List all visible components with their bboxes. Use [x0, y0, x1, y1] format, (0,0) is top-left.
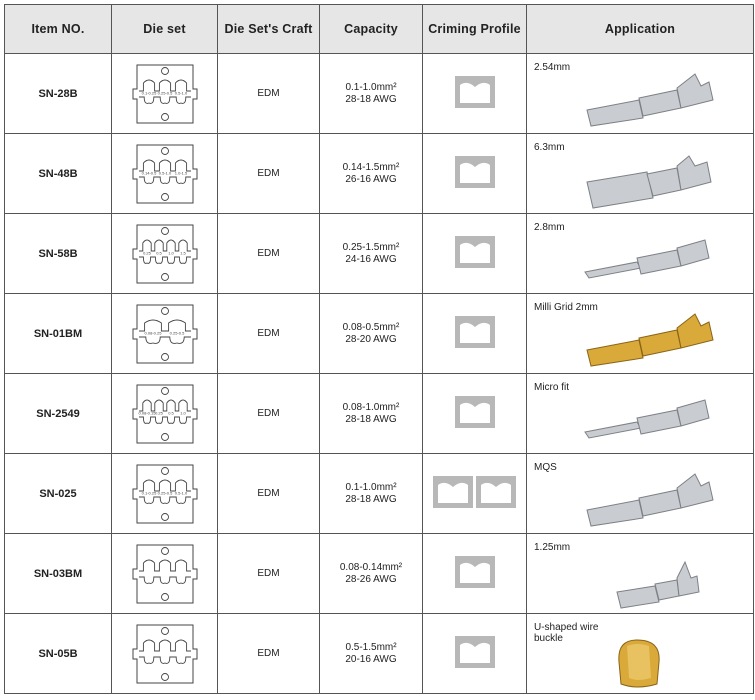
table-row: [5, 534, 754, 614]
table-row: [5, 134, 754, 214]
capacity-awg: 24-16 AWG: [345, 253, 397, 265]
female-pin-terminal-icon: [577, 72, 727, 132]
die-label: 0.25-0.5: [157, 490, 172, 495]
capacity-cell: [320, 454, 423, 534]
craft-cell: EDM: [218, 294, 320, 374]
crimp-profile-icon: [455, 316, 495, 348]
application-label: Milli Grid 2mm: [534, 302, 598, 313]
application-cell: [527, 534, 754, 614]
capacity-mm: 0.08-1.0mm²: [342, 401, 400, 413]
application-cell: [527, 294, 754, 374]
die-label: 0.08-0.15: [138, 410, 155, 415]
die-set-cell: [112, 614, 218, 694]
craft-cell: EDM: [218, 614, 320, 694]
table-row: [5, 454, 754, 534]
crimp-profile-icon: [455, 156, 495, 188]
die-set-drawing: [131, 221, 199, 287]
header-capacity: Capacity: [320, 5, 423, 54]
die-set-cell: [112, 534, 218, 614]
item-number: SN-01BM: [5, 294, 112, 374]
terminal-image: [577, 632, 697, 695]
crimp-profile-cell: [423, 374, 527, 454]
die-label: 0.25-0.5: [157, 90, 172, 95]
header-row: [5, 5, 754, 54]
craft-cell: EDM: [218, 534, 320, 614]
item-number: SN-58B: [5, 214, 112, 294]
capacity-mm: 0.08-0.14mm²: [339, 561, 403, 573]
die-set-cell: [112, 294, 218, 374]
capacity-mm: 0.5-1.5mm²: [345, 641, 397, 653]
application-cell: [527, 454, 754, 534]
die-label: 0.1-0.25: [141, 90, 156, 95]
capacity-cell: [320, 614, 423, 694]
crimp-profile-icon: [455, 556, 495, 588]
item-number: SN-48B: [5, 134, 112, 214]
item-number: SN-2549: [5, 374, 112, 454]
capacity-awg: 28-18 AWG: [345, 93, 397, 105]
table-row: [5, 374, 754, 454]
crimp-profile-cell: [423, 214, 527, 294]
capacity-cell: [320, 134, 423, 214]
die-set-drawing: [131, 301, 199, 367]
die-set-table: [4, 4, 754, 694]
die-label: 1.0: [167, 250, 174, 255]
application-cell: [527, 374, 754, 454]
application-label: 2.8mm: [534, 222, 565, 233]
header-die-set: Die set: [112, 5, 218, 54]
die-set-cell: [112, 54, 218, 134]
die-label: 1.5: [179, 250, 186, 255]
capacity-mm: 0.25-1.5mm²: [342, 241, 400, 253]
die-set-cell: [112, 454, 218, 534]
crimp-profile-cell: [423, 54, 527, 134]
item-number: SN-05B: [5, 614, 112, 694]
small-female-terminal-icon: [577, 552, 727, 612]
capacity-mm: 0.1-1.0mm²: [345, 481, 397, 493]
crimp-profile-icon: [455, 396, 495, 428]
header-craft: Die Set's Craft: [218, 5, 320, 54]
die-set-cell: [112, 374, 218, 454]
header-crimping-profile: Criming Profile: [423, 5, 527, 54]
die-set-drawing: [131, 381, 199, 447]
capacity-cell: [320, 294, 423, 374]
application-label: Micro fit: [534, 382, 569, 393]
capacity-cell: [320, 534, 423, 614]
capacity-cell: [320, 54, 423, 134]
crimp-profile-cell: [423, 454, 527, 534]
capacity-mm: 0.14-1.5mm²: [342, 161, 400, 173]
item-number: SN-025: [5, 454, 112, 534]
die-label: 0.5-1.0: [174, 490, 187, 495]
u-buckle-terminal-icon: [577, 632, 697, 692]
application-label: MQS: [534, 462, 557, 473]
crimp-profile-icon: [476, 476, 516, 508]
terminal-image: [577, 552, 727, 615]
application-cell: [527, 214, 754, 294]
capacity-awg: 20-16 AWG: [345, 653, 397, 665]
die-label: 0.25: [154, 410, 163, 415]
table-row: [5, 294, 754, 374]
application-label: 6.3mm: [534, 142, 565, 153]
die-label: 0.1-0.25: [141, 490, 156, 495]
application-label: 1.25mm: [534, 542, 571, 553]
terminal-image: [577, 312, 727, 375]
table-row: [5, 214, 754, 294]
capacity-cell: [320, 214, 423, 294]
die-label: 0.5: [155, 250, 162, 255]
crimp-profile-cell: [423, 134, 527, 214]
female-pin-terminal-icon: [577, 472, 727, 532]
capacity-awg: 28-18 AWG: [345, 493, 397, 505]
application-label: 2.54mm: [534, 62, 571, 73]
craft-cell: EDM: [218, 374, 320, 454]
item-number: SN-28B: [5, 54, 112, 134]
craft-cell: EDM: [218, 454, 320, 534]
male-pin-terminal-icon: [577, 392, 727, 452]
die-label: 1.0-1.5: [174, 170, 187, 175]
crimp-profile-cell: [423, 614, 527, 694]
craft-cell: EDM: [218, 54, 320, 134]
craft-cell: EDM: [218, 134, 320, 214]
die-set-cell: [112, 214, 218, 294]
crimp-profile-icon: [455, 76, 495, 108]
crimp-profile-cell: [423, 294, 527, 374]
table-row: [5, 54, 754, 134]
die-label: 1.0: [179, 410, 186, 415]
crimp-profile-icon: [455, 636, 495, 668]
capacity-awg: 28-18 AWG: [345, 413, 397, 425]
capacity-mm: 0.1-1.0mm²: [345, 81, 397, 93]
die-label: 0.25: [142, 250, 151, 255]
terminal-image: [577, 72, 727, 135]
craft-cell: EDM: [218, 214, 320, 294]
die-label: 0.14-0.5: [141, 170, 156, 175]
capacity-awg: 28-20 AWG: [345, 333, 397, 345]
application-cell: [527, 54, 754, 134]
spade-terminal-icon: [577, 152, 727, 212]
capacity-awg: 26-16 AWG: [345, 173, 397, 185]
die-label: 0.5-1.0: [174, 90, 187, 95]
terminal-image: [577, 232, 727, 295]
female-pin-terminal-icon: [577, 312, 727, 372]
application-cell: [527, 614, 754, 694]
die-set-drawing: [131, 141, 199, 207]
die-label: 0.5-1.0: [158, 170, 171, 175]
application-cell: [527, 134, 754, 214]
application-label: U-shaped wire buckle: [534, 622, 599, 644]
crimp-profile-icon: [455, 236, 495, 268]
crimp-profile-icon: [433, 476, 473, 508]
item-number: SN-03BM: [5, 534, 112, 614]
die-label: 0.5: [167, 410, 174, 415]
header-application: Application: [527, 5, 754, 54]
die-label: 0.08-0.25: [144, 330, 161, 335]
male-pin-terminal-icon: [577, 232, 727, 292]
table-row: [5, 614, 754, 694]
die-set-drawing: [131, 621, 199, 687]
terminal-image: [577, 472, 727, 535]
die-label: 0.25-0.5: [169, 330, 184, 335]
die-set-cell: [112, 134, 218, 214]
die-set-drawing: [131, 61, 199, 127]
crimp-profile-cell: [423, 534, 527, 614]
header-item-no: Item NO.: [5, 5, 112, 54]
terminal-image: [577, 392, 727, 455]
terminal-image: [577, 152, 727, 215]
capacity-mm: 0.08-0.5mm²: [342, 321, 400, 333]
capacity-awg: 28-26 AWG: [345, 573, 397, 585]
die-set-drawing: [131, 541, 199, 607]
die-set-drawing: [131, 461, 199, 527]
capacity-cell: [320, 374, 423, 454]
